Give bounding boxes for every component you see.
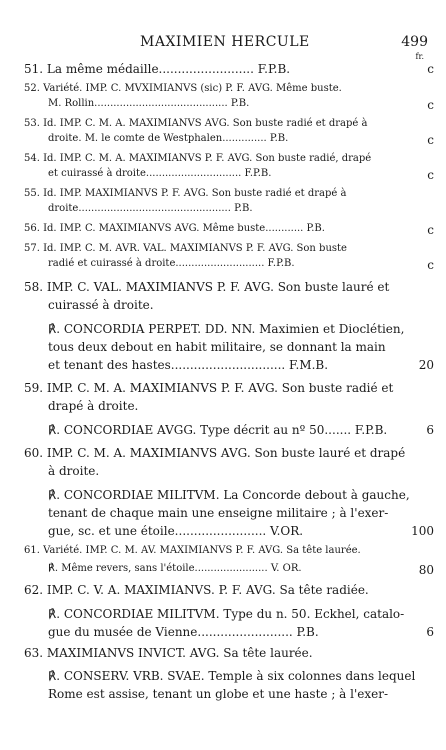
entry-text: 63. MAXIMIANVS INVICT. AVG. Sa tête laurée. xyxy=(24,646,313,660)
entry-price: c xyxy=(427,62,434,76)
entry-text: 53. Id. IMP. C. M. A. MAXIMIANVS AVG. Son buste radié et drapé à xyxy=(24,118,368,129)
entry-text: ℟. CONCORDIAE AVGG. Type décrit au nº 50....... F.P.B. xyxy=(48,423,388,437)
entry-text: droite................................................ P.B. xyxy=(48,203,253,214)
entry-text: 62. IMP. C. V. A. MAXIMIANVS. P. F. AVG. Sa tête radiée. xyxy=(24,583,369,597)
entry-price: c xyxy=(427,223,434,237)
entry-price: 80 xyxy=(418,563,434,577)
entry-text: tous deux debout en habit militaire, se donnant la main xyxy=(48,340,386,354)
entry-price: c xyxy=(427,168,434,182)
entry-price: 100 xyxy=(411,524,434,538)
entry-price: c xyxy=(427,98,434,112)
entry-text: cuirassé à droite. xyxy=(48,298,154,312)
entry-text: droite. M. le comte de Westphalen.............. P.B. xyxy=(48,133,289,144)
entry-text: 52. Variété. IMP. C. MVXIMIANVS (sic) P. F. AVG. Même buste. xyxy=(24,83,342,94)
entry-text: à droite. xyxy=(48,464,100,478)
entry-price: 6 xyxy=(426,625,434,639)
entry-text: ℟. CONSERV. VRB. SVAE. Temple à six colonnes dans lequel xyxy=(48,669,416,683)
entry-text: et tenant des hastes.............................. F.M.B. xyxy=(48,358,329,372)
running-title: MAXIMIEN HERCULE xyxy=(140,34,310,50)
entry-text: 57. Id. IMP. C. M. AVR. VAL. MAXIMIANVS P. F. AVG. Son buste xyxy=(24,243,347,254)
entry-text: ℟. CONCORDIAE MILITVM. La Concorde debout à gauche, xyxy=(48,488,410,502)
entry-text: 58. IMP. C. VAL. MAXIMIANVS P. F. AVG. Son buste lauré et xyxy=(24,280,390,294)
entry-text: 51. La même médaille......................... F.P.B. xyxy=(24,62,291,76)
entry-text: 61. Variété. IMP. C. M. AV. MAXIMIANVS P. F. AVG. Sa tête laurée. xyxy=(24,545,361,556)
page-number: 499 xyxy=(401,34,428,50)
entry-text: ℟. Même revers, sans l'étoile....................... V. OR. xyxy=(48,563,302,574)
entry-text: 55. Id. IMP. MAXIMIANVS P. F. AVG. Son buste radié et drapé à xyxy=(24,188,347,199)
entry-price: 20 xyxy=(418,358,434,372)
entry-price: 6 xyxy=(426,423,434,437)
page-header xyxy=(0,34,446,61)
entry-text: 56. Id. IMP. C. MAXIMIANVS AVG. Même buste............ P.B. xyxy=(24,223,325,234)
entry-text: ℟. CONCORDIA PERPET. DD. NN. Maximien et Dioclétien, xyxy=(48,322,405,336)
entry-text: M. Rollin.......................................... P.B. xyxy=(48,98,250,109)
entry-text: 60. IMP. C. M. A. MAXIMIANVS AVG. Son buste lauré et drapé xyxy=(24,446,406,460)
entry-text: drapé à droite. xyxy=(48,399,139,413)
entry-text: 59. IMP. C. M. A. MAXIMIANVS P. F. AVG. Son buste radié et xyxy=(24,381,394,395)
entry-text: Rome est assise, tenant un globe et une haste ; à l'exer- xyxy=(48,687,389,701)
entry-text: 54. Id. IMP. C. M. A. MAXIMIANVS P. F. AVG. Son buste radié, drapé xyxy=(24,153,372,164)
entry-text: gue, sc. et une étoile........................ V.OR. xyxy=(48,524,304,538)
entry-text: ℟. CONCORDIAE MILITVM. Type du n. 50. Eckhel, catalo- xyxy=(48,607,405,621)
entry-price: c xyxy=(427,258,434,272)
entry-text: gue du musée de Vienne......................... P.B. xyxy=(48,625,319,639)
entry-text: et cuirassé à droite.............................. F.P.B. xyxy=(48,168,272,179)
entry-text: radié et cuirassé à droite............................ F.P.B. xyxy=(48,258,295,269)
entry-text: tenant de chaque main une enseigne militaire ; à l'exer- xyxy=(48,506,389,520)
currency-column-label: fr. xyxy=(415,52,424,61)
entry-price: c xyxy=(427,133,434,147)
